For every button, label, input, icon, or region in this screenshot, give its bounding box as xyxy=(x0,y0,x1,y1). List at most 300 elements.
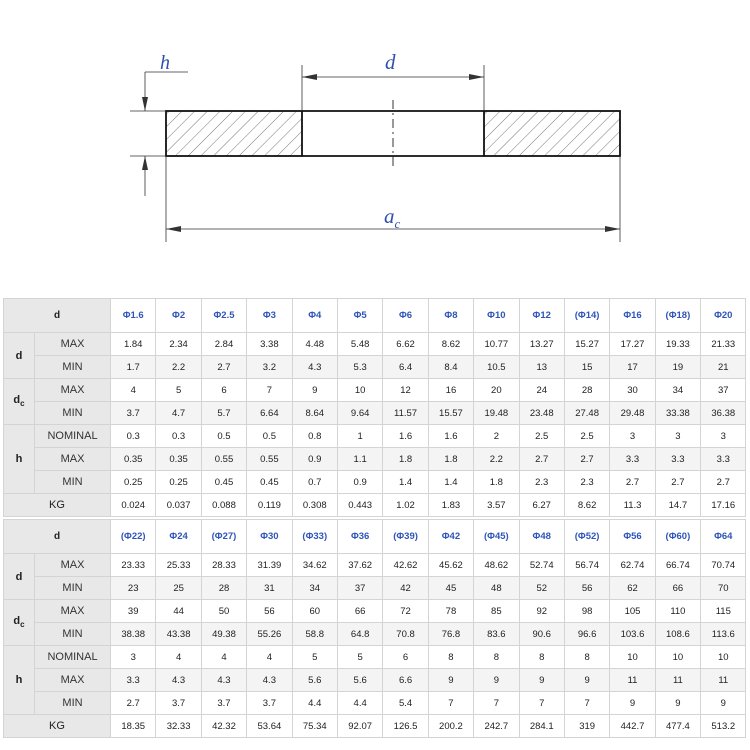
table-cell: 8 xyxy=(428,646,473,669)
table-cell: 56 xyxy=(564,577,609,600)
table-cell: 3 xyxy=(655,425,700,448)
table-cell: 2.7 xyxy=(201,356,246,379)
table-cell: 20 xyxy=(474,379,519,402)
table-row xyxy=(4,379,746,402)
table-cell: 9 xyxy=(474,669,519,692)
table-cell: 0.9 xyxy=(292,448,337,471)
size-header: Φ56 xyxy=(610,520,655,554)
row-sub-label: MAX xyxy=(35,669,111,692)
table-cell: 2.5 xyxy=(519,425,564,448)
size-header: (Φ52) xyxy=(564,520,609,554)
kg-row xyxy=(4,494,746,517)
table-cell: 2.84 xyxy=(201,333,246,356)
table-cell: 0.55 xyxy=(201,448,246,471)
kg-cell: 0.119 xyxy=(247,494,292,517)
size-header: (Φ27) xyxy=(201,520,246,554)
header-row xyxy=(4,520,746,554)
table-cell: 9 xyxy=(292,379,337,402)
table-cell: 10 xyxy=(655,646,700,669)
table-cell: 4.4 xyxy=(292,692,337,715)
kg-cell: 92.07 xyxy=(337,715,382,738)
table-cell: 90.6 xyxy=(519,623,564,646)
h-arrow-top xyxy=(142,97,148,111)
table-cell: 1.7 xyxy=(111,356,156,379)
table-cell: 7 xyxy=(474,692,519,715)
h-arrow-bottom xyxy=(142,156,148,170)
table-cell: 9.64 xyxy=(337,402,382,425)
size-header: Φ16 xyxy=(610,299,655,333)
table-cell: 92 xyxy=(519,600,564,623)
size-header: (Φ39) xyxy=(383,520,428,554)
washer-cross-section-drawing xyxy=(0,0,750,290)
table-cell: 13.27 xyxy=(519,333,564,356)
spec-table-large-sizes xyxy=(3,519,746,738)
kg-cell: 1.83 xyxy=(428,494,473,517)
table-cell: 16 xyxy=(428,379,473,402)
h-label: h xyxy=(160,52,170,74)
table-cell: 3 xyxy=(610,425,655,448)
table-cell: 0.8 xyxy=(292,425,337,448)
table-cell: 62 xyxy=(610,577,655,600)
table-cell: 15 xyxy=(564,356,609,379)
kg-cell: 442.7 xyxy=(610,715,655,738)
size-header: (Φ60) xyxy=(655,520,700,554)
table-cell: 5.48 xyxy=(337,333,382,356)
table-cell: 10 xyxy=(337,379,382,402)
table-cell: 11 xyxy=(701,669,746,692)
table-row xyxy=(4,669,746,692)
kg-cell: 6.27 xyxy=(519,494,564,517)
table-cell: 2.5 xyxy=(564,425,609,448)
row-sub-label: NOMINAL xyxy=(35,646,111,669)
size-header: Φ48 xyxy=(519,520,564,554)
kg-cell: 8.62 xyxy=(564,494,609,517)
row-sub-label: MIN xyxy=(35,577,111,600)
table-cell: 29.48 xyxy=(610,402,655,425)
table-cell: 4.3 xyxy=(156,669,201,692)
size-header: Φ6 xyxy=(383,299,428,333)
table-cell: 83.6 xyxy=(474,623,519,646)
header-row xyxy=(4,299,746,333)
table-cell: 3.3 xyxy=(655,448,700,471)
table-cell: 42 xyxy=(383,577,428,600)
ac-label-main: a xyxy=(384,204,395,228)
row-sub-label: MIN xyxy=(35,471,111,494)
table-cell: 10 xyxy=(610,646,655,669)
table-cell: 48 xyxy=(474,577,519,600)
d-label: d xyxy=(385,50,396,74)
kg-cell: 242.7 xyxy=(474,715,519,738)
table-cell: 2.7 xyxy=(519,448,564,471)
table-row xyxy=(4,554,746,577)
table-cell: 1.6 xyxy=(383,425,428,448)
size-header: Φ10 xyxy=(474,299,519,333)
kg-cell: 0.308 xyxy=(292,494,337,517)
table-cell: 64.8 xyxy=(337,623,382,646)
table-cell: 6.62 xyxy=(383,333,428,356)
table-cell: 4.48 xyxy=(292,333,337,356)
kg-cell: 513.2 xyxy=(701,715,746,738)
table-cell: 17 xyxy=(610,356,655,379)
table-cell: 45 xyxy=(428,577,473,600)
size-header: Φ42 xyxy=(428,520,473,554)
table-row xyxy=(4,471,746,494)
size-header: (Φ45) xyxy=(474,520,519,554)
table-cell: 0.5 xyxy=(201,425,246,448)
table-cell: 21 xyxy=(701,356,746,379)
group-label-sub: c xyxy=(20,620,25,630)
row-sub-label: MIN xyxy=(35,692,111,715)
table-cell: 48.62 xyxy=(474,554,519,577)
table-cell: 108.6 xyxy=(655,623,700,646)
table-cell: 1.4 xyxy=(383,471,428,494)
table-cell: 4 xyxy=(111,379,156,402)
kg-cell: 32.33 xyxy=(156,715,201,738)
table-cell: 0.35 xyxy=(156,448,201,471)
table-cell: 30 xyxy=(610,379,655,402)
kg-cell: 477.4 xyxy=(655,715,700,738)
corner-header: d xyxy=(4,299,111,333)
table-cell: 34 xyxy=(655,379,700,402)
table-cell: 5.6 xyxy=(337,669,382,692)
size-header: Φ64 xyxy=(701,520,746,554)
table-row xyxy=(4,356,746,379)
table-cell: 33.38 xyxy=(655,402,700,425)
row-group-label xyxy=(4,379,35,425)
table-cell: 56.74 xyxy=(564,554,609,577)
table-cell: 0.55 xyxy=(247,448,292,471)
table-cell: 4 xyxy=(201,646,246,669)
table-cell: 70.8 xyxy=(383,623,428,646)
table-cell: 0.45 xyxy=(247,471,292,494)
table-cell: 0.3 xyxy=(156,425,201,448)
table-cell: 39 xyxy=(111,600,156,623)
table-cell: 28.33 xyxy=(201,554,246,577)
size-header: Φ30 xyxy=(247,520,292,554)
table-cell: 62.74 xyxy=(610,554,655,577)
table-cell: 3.7 xyxy=(201,692,246,715)
table-cell: 3 xyxy=(701,425,746,448)
kg-label: KG xyxy=(4,494,111,517)
table-cell: 1.84 xyxy=(111,333,156,356)
table-cell: 1.8 xyxy=(383,448,428,471)
table-cell: 8 xyxy=(519,646,564,669)
table-cell: 1.1 xyxy=(337,448,382,471)
table-cell: 8.64 xyxy=(292,402,337,425)
table-cell: 52.74 xyxy=(519,554,564,577)
table-row xyxy=(4,577,746,600)
kg-cell: 0.088 xyxy=(201,494,246,517)
table-cell: 4.3 xyxy=(247,669,292,692)
kg-cell: 14.7 xyxy=(655,494,700,517)
table-cell: 7 xyxy=(247,379,292,402)
table-cell: 0.5 xyxy=(247,425,292,448)
table-cell: 23 xyxy=(111,577,156,600)
table-cell: 4.7 xyxy=(156,402,201,425)
table-cell: 11 xyxy=(655,669,700,692)
table-cell: 2.7 xyxy=(655,471,700,494)
table-cell: 0.7 xyxy=(292,471,337,494)
table-cell: 66.74 xyxy=(655,554,700,577)
table-row xyxy=(4,425,746,448)
table-cell: 25 xyxy=(156,577,201,600)
table-cell: 38.38 xyxy=(111,623,156,646)
ac-label xyxy=(384,204,401,231)
table-cell: 10 xyxy=(701,646,746,669)
table-cell: 12 xyxy=(383,379,428,402)
table-cell: 34 xyxy=(292,577,337,600)
table-cell: 2.34 xyxy=(156,333,201,356)
table-cell: 3.7 xyxy=(247,692,292,715)
d-arrow-left xyxy=(302,74,317,80)
table-cell: 37.62 xyxy=(337,554,382,577)
group-label-main: d xyxy=(13,615,21,628)
table-cell: 70 xyxy=(701,577,746,600)
table-cell: 4.3 xyxy=(292,356,337,379)
table-cell: 37 xyxy=(337,577,382,600)
table-cell: 1.6 xyxy=(428,425,473,448)
table-cell: 31.39 xyxy=(247,554,292,577)
table-cell: 2.2 xyxy=(474,448,519,471)
table-cell: 70.74 xyxy=(701,554,746,577)
table-cell: 0.25 xyxy=(156,471,201,494)
kg-cell: 200.2 xyxy=(428,715,473,738)
table-cell: 105 xyxy=(610,600,655,623)
table-cell: 8.62 xyxy=(428,333,473,356)
size-header: (Φ33) xyxy=(292,520,337,554)
size-header: Φ8 xyxy=(428,299,473,333)
table-cell: 60 xyxy=(292,600,337,623)
size-header: (Φ22) xyxy=(111,520,156,554)
row-group-label xyxy=(4,600,35,646)
table-cell: 0.35 xyxy=(111,448,156,471)
table-cell: 8 xyxy=(564,646,609,669)
table-cell: 43.38 xyxy=(156,623,201,646)
table-cell: 28 xyxy=(201,577,246,600)
corner-header: d xyxy=(4,520,111,554)
row-sub-label: MAX xyxy=(35,554,111,577)
table-cell: 1 xyxy=(337,425,382,448)
table-cell: 5 xyxy=(292,646,337,669)
kg-cell: 11.3 xyxy=(610,494,655,517)
row-group-label: d xyxy=(4,554,35,600)
kg-cell: 17.16 xyxy=(701,494,746,517)
size-header: Φ24 xyxy=(156,520,201,554)
table-row xyxy=(4,402,746,425)
table-cell: 1.8 xyxy=(474,471,519,494)
table-cell: 37 xyxy=(701,379,746,402)
table-cell: 103.6 xyxy=(610,623,655,646)
kg-cell: 75.34 xyxy=(292,715,337,738)
table-cell: 19.48 xyxy=(474,402,519,425)
ac-label-sub: c xyxy=(394,216,401,231)
table-cell: 21.33 xyxy=(701,333,746,356)
table-cell: 3 xyxy=(111,646,156,669)
kg-row xyxy=(4,715,746,738)
table-cell: 2.7 xyxy=(610,471,655,494)
table-cell: 3.7 xyxy=(156,692,201,715)
size-header: Φ2 xyxy=(156,299,201,333)
table-cell: 2.7 xyxy=(564,448,609,471)
table-cell: 36.38 xyxy=(701,402,746,425)
table-cell: 56 xyxy=(247,600,292,623)
table-cell: 2.3 xyxy=(564,471,609,494)
table-cell: 2.3 xyxy=(519,471,564,494)
table-cell: 78 xyxy=(428,600,473,623)
table-cell: 4.3 xyxy=(201,669,246,692)
kg-cell: 0.024 xyxy=(111,494,156,517)
row-sub-label: MAX xyxy=(35,379,111,402)
row-sub-label: MIN xyxy=(35,356,111,379)
table-cell: 49.38 xyxy=(201,623,246,646)
table-cell: 23.33 xyxy=(111,554,156,577)
kg-cell: 53.64 xyxy=(247,715,292,738)
table-cell: 27.48 xyxy=(564,402,609,425)
table-cell: 9 xyxy=(655,692,700,715)
table-cell: 4 xyxy=(156,646,201,669)
table-cell: 5.3 xyxy=(337,356,382,379)
kg-cell: 126.5 xyxy=(383,715,428,738)
size-header: Φ4 xyxy=(292,299,337,333)
table-cell: 0.3 xyxy=(111,425,156,448)
table-cell: 5 xyxy=(156,379,201,402)
table-cell: 0.25 xyxy=(111,471,156,494)
kg-cell: 42.32 xyxy=(201,715,246,738)
table-cell: 72 xyxy=(383,600,428,623)
kg-label: KG xyxy=(4,715,111,738)
table-cell: 66 xyxy=(337,600,382,623)
table-cell: 9 xyxy=(610,692,655,715)
table-cell: 3.2 xyxy=(247,356,292,379)
table-cell: 44 xyxy=(156,600,201,623)
table-cell: 24 xyxy=(519,379,564,402)
size-header: (Φ18) xyxy=(655,299,700,333)
table-cell: 3.3 xyxy=(701,448,746,471)
table-cell: 7 xyxy=(564,692,609,715)
size-header: Φ1.6 xyxy=(111,299,156,333)
table-cell: 58.8 xyxy=(292,623,337,646)
table-cell: 17.27 xyxy=(610,333,655,356)
table-cell: 50 xyxy=(201,600,246,623)
table-cell: 23.48 xyxy=(519,402,564,425)
table-cell: 6.6 xyxy=(383,669,428,692)
table-cell: 98 xyxy=(564,600,609,623)
table-cell: 0.45 xyxy=(201,471,246,494)
table-cell: 7 xyxy=(428,692,473,715)
row-sub-label: MAX xyxy=(35,600,111,623)
table-cell: 15.57 xyxy=(428,402,473,425)
table-cell: 10.77 xyxy=(474,333,519,356)
table-cell: 5.6 xyxy=(292,669,337,692)
table-cell: 115 xyxy=(701,600,746,623)
table-row xyxy=(4,646,746,669)
table-cell: 5 xyxy=(337,646,382,669)
washer-right-section xyxy=(484,111,620,156)
ac-arrow-left xyxy=(166,226,181,232)
table-cell: 19.33 xyxy=(655,333,700,356)
kg-cell: 319 xyxy=(564,715,609,738)
table-cell: 55.26 xyxy=(247,623,292,646)
size-header: Φ3 xyxy=(247,299,292,333)
table-cell: 0.9 xyxy=(337,471,382,494)
table-cell: 4.4 xyxy=(337,692,382,715)
table-cell: 2.2 xyxy=(156,356,201,379)
kg-cell: 18.35 xyxy=(111,715,156,738)
table-cell: 6 xyxy=(383,646,428,669)
table-cell: 1.8 xyxy=(428,448,473,471)
group-label-sub: c xyxy=(20,399,25,409)
row-sub-label: MIN xyxy=(35,623,111,646)
table-cell: 9 xyxy=(519,669,564,692)
table-cell: 5.7 xyxy=(201,402,246,425)
table-cell: 34.62 xyxy=(292,554,337,577)
table-cell: 3.3 xyxy=(610,448,655,471)
table-row xyxy=(4,623,746,646)
table-cell: 3.3 xyxy=(111,669,156,692)
table-cell: 8.4 xyxy=(428,356,473,379)
table-cell: 6.64 xyxy=(247,402,292,425)
kg-cell: 0.037 xyxy=(156,494,201,517)
table-cell: 6.4 xyxy=(383,356,428,379)
row-sub-label: NOMINAL xyxy=(35,425,111,448)
table-cell: 3.7 xyxy=(111,402,156,425)
table-cell: 2.7 xyxy=(701,471,746,494)
table-cell: 85 xyxy=(474,600,519,623)
size-header: Φ20 xyxy=(701,299,746,333)
table-cell: 9 xyxy=(701,692,746,715)
table-cell: 10.5 xyxy=(474,356,519,379)
table-cell: 76.8 xyxy=(428,623,473,646)
size-header: Φ2.5 xyxy=(201,299,246,333)
table-cell: 2.7 xyxy=(111,692,156,715)
table-cell: 5.4 xyxy=(383,692,428,715)
row-sub-label: MIN xyxy=(35,402,111,425)
table-row xyxy=(4,600,746,623)
table-cell: 45.62 xyxy=(428,554,473,577)
table-cell: 110 xyxy=(655,600,700,623)
group-label-main: d xyxy=(13,394,21,407)
size-header: Φ12 xyxy=(519,299,564,333)
table-cell: 1.4 xyxy=(428,471,473,494)
table-cell: 9 xyxy=(428,669,473,692)
washer-left-section xyxy=(166,111,302,156)
table-cell: 3.38 xyxy=(247,333,292,356)
table-cell: 96.6 xyxy=(564,623,609,646)
table-cell: 7 xyxy=(519,692,564,715)
table-cell: 11 xyxy=(610,669,655,692)
size-header: Φ36 xyxy=(337,520,382,554)
spec-table-small-sizes xyxy=(3,298,746,517)
kg-cell: 0.443 xyxy=(337,494,382,517)
kg-cell: 3.57 xyxy=(474,494,519,517)
row-sub-label: MAX xyxy=(35,333,111,356)
table-row xyxy=(4,333,746,356)
table-cell: 2 xyxy=(474,425,519,448)
table-cell: 19 xyxy=(655,356,700,379)
table-cell: 11.57 xyxy=(383,402,428,425)
table-cell: 8 xyxy=(474,646,519,669)
table-cell: 4 xyxy=(247,646,292,669)
row-group-label: h xyxy=(4,425,35,494)
table-row xyxy=(4,692,746,715)
row-group-label: d xyxy=(4,333,35,379)
table-cell: 6 xyxy=(201,379,246,402)
table-cell: 25.33 xyxy=(156,554,201,577)
table-cell: 31 xyxy=(247,577,292,600)
table-cell: 113.6 xyxy=(701,623,746,646)
ac-arrow-right xyxy=(605,226,620,232)
table-cell: 28 xyxy=(564,379,609,402)
